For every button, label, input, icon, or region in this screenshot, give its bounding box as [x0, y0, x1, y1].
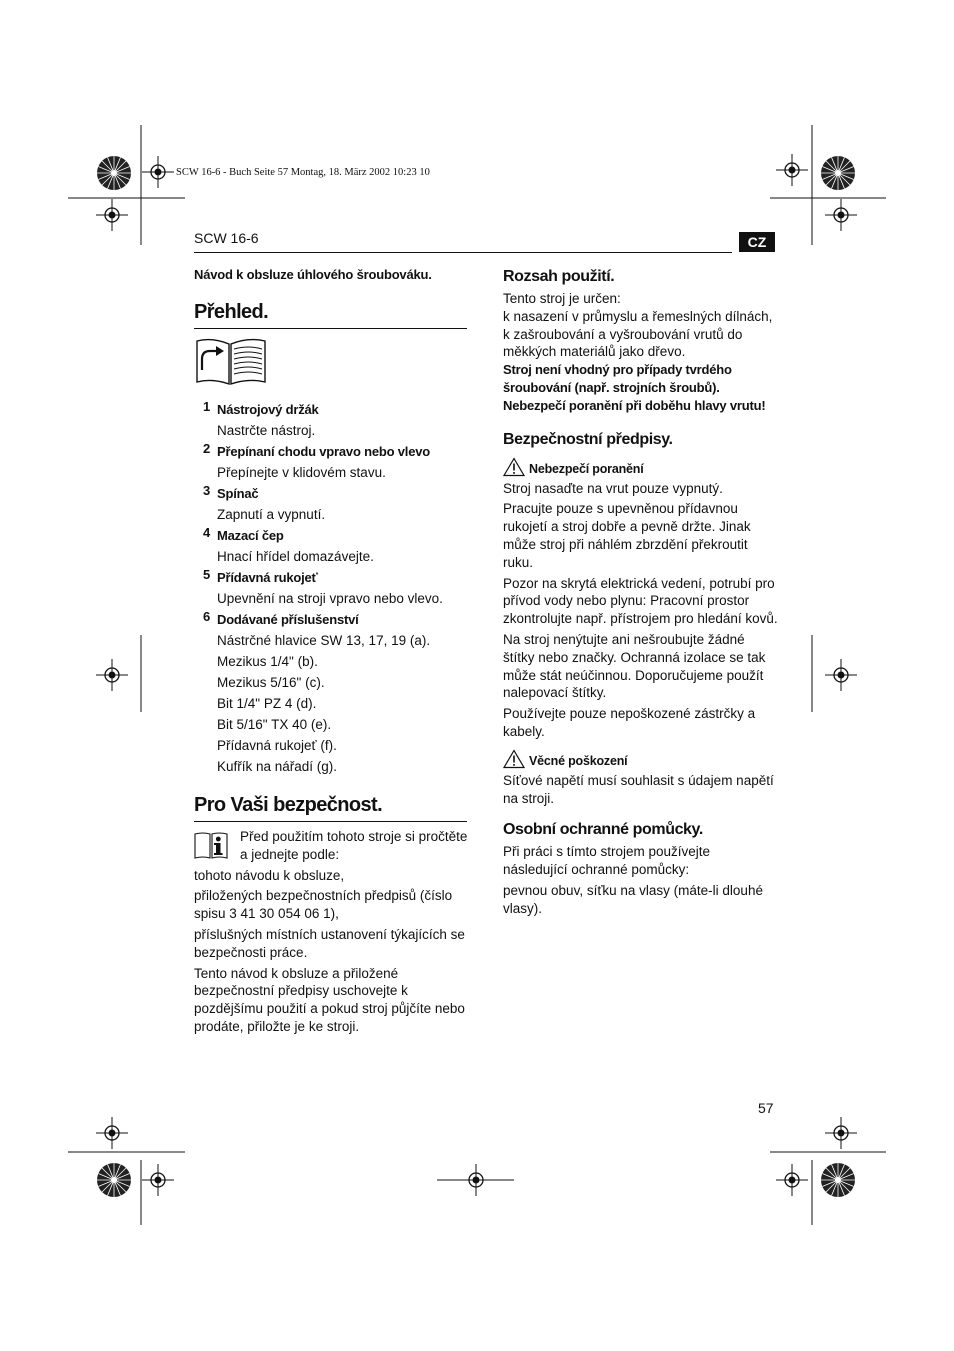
left-column [194, 266, 469, 1036]
damage-warning-row [503, 747, 778, 769]
manual-book-icon [194, 337, 469, 387]
info-icon [194, 831, 228, 859]
info-text: Před použitím tohoto stroje si pročtěte a jednejte podle: [240, 829, 468, 862]
parts-list-item: 1 Nástrojový držák Nastrčte nástroj. [203, 399, 319, 438]
paragraph: pevnou obuv, síťku na vlasy (máte-li dlouhé vlasy). [503, 882, 763, 916]
usage-line: k nasazení v průmyslu a řemeslných dílnách, [503, 308, 773, 324]
paragraph: tohoto návodu k obsluze, [194, 867, 345, 883]
paragraph: Při práci s tímto strojem používejte následující ochranné pomůcky: [503, 844, 711, 878]
overview-heading-block [194, 300, 467, 329]
right-column [503, 266, 778, 918]
ppe-title: Osobní ochranné pomůcky. [503, 821, 703, 839]
page-number: 57 [758, 1100, 774, 1116]
paragraph: Tento návod k obsluze a přiložené bezpečnostní předpisy uschovejte k pozdějšímu použití a pokud stroj půjčíte nebo prodáte, přiložte je ke stroji. [194, 965, 465, 1034]
safety-title: Pro Vaši bezpečnost. [194, 794, 383, 816]
damage-label: Věcné poškození [529, 753, 628, 768]
parts-list-item: 3 Spínač Zapnutí a vypnutí. [203, 483, 326, 522]
paragraph: příslušných místních ustanovení týkajících se bezpečnosti práce. [194, 926, 465, 960]
paragraph: Síťové napětí musí souhlasit s údajem napětí na stroji. [503, 772, 774, 806]
warning-triangle-icon [503, 457, 525, 477]
safety-rules-title: Bezpečnostní předpisy. [503, 430, 673, 448]
paragraph: Používejte pouze nepoškozené zástrčky a kabely. [503, 706, 756, 739]
info-note [194, 828, 469, 864]
warning-triangle-icon [503, 749, 525, 769]
header-rule [194, 252, 732, 253]
parts-list-item: 4 Mazací čep Hnací hřídel domazávejte. [203, 525, 374, 564]
manual-intro: Návod k obsluze úhlového šroubováku. [194, 267, 432, 282]
print-slug-line: SCW 16-6 - Buch Seite 57 Montag, 18. März 2002 10:23 10 [176, 167, 430, 178]
usage-warning: Stroj není vhodný pro případy tvrdého šroubování (např. strojních šroubů). Nebezpečí poranění při doběhu hlavy vrutu! [503, 362, 766, 413]
header-model: SCW 16-6 [194, 230, 259, 246]
parts-list-item: 6 Dodávané příslušenství Nástrčné hlavice SW 13, 17, 19 (a). Mezikus 1/4" (b). Mezikus 5/16" (c). Bit 1/4" PZ 4 (d). Bit 5/16" TX 40 (e). Přídavná rukojeť (f). Kufřík na nářadí (g). [203, 609, 431, 774]
usage-text: Tento stroj je určen: [503, 291, 621, 306]
language-badge: CZ [739, 232, 775, 252]
injury-label: Nebezpečí poranění [529, 461, 644, 476]
safety-heading-block [194, 793, 467, 822]
parts-list-item: 2 Přepínaní chodu vpravo nebo vlevo Přepínejte v klidovém stavu. [203, 441, 431, 480]
parts-list-item: 5 Přídavná rukojeť Upevnění na stroji vpravo nebo vlevo. [203, 567, 443, 606]
usage-title: Rozsah použití. [503, 268, 615, 285]
paragraph: Pozor na skrytá elektrická vedení, potrubí pro přívod vody nebo plynu: Pracovní prostor zkontrolujte např. přístrojem pro hledání kovů. [503, 575, 778, 627]
paragraph: Na stroj nenýtujte ani nešroubujte žádné štítky nebo značky. Ochranná izolace se tak může stát neúčinnou. Doporučujeme použít nalepovací štítky. [503, 631, 766, 701]
parts-list [194, 399, 469, 777]
paragraph: Stroj nasaďte na vrut pouze vypnutý. [503, 480, 723, 496]
usage-line: k zašroubování a vyšroubování vrutů do měkkých materiálů jako dřevo. [503, 326, 743, 360]
injury-warning-row [503, 455, 778, 477]
paragraph: přiložených bezpečnostních předpisů (číslo spisu 3 41 30 054 06 1), [194, 888, 453, 922]
paragraph: Pracujte pouze s upevněnou přídavnou rukojetí a stroj dobře a pevně držte. Jinak může stroj při náhlém zbrzdění překroutit ruku. [503, 501, 751, 570]
overview-title: Přehled. [194, 301, 269, 323]
